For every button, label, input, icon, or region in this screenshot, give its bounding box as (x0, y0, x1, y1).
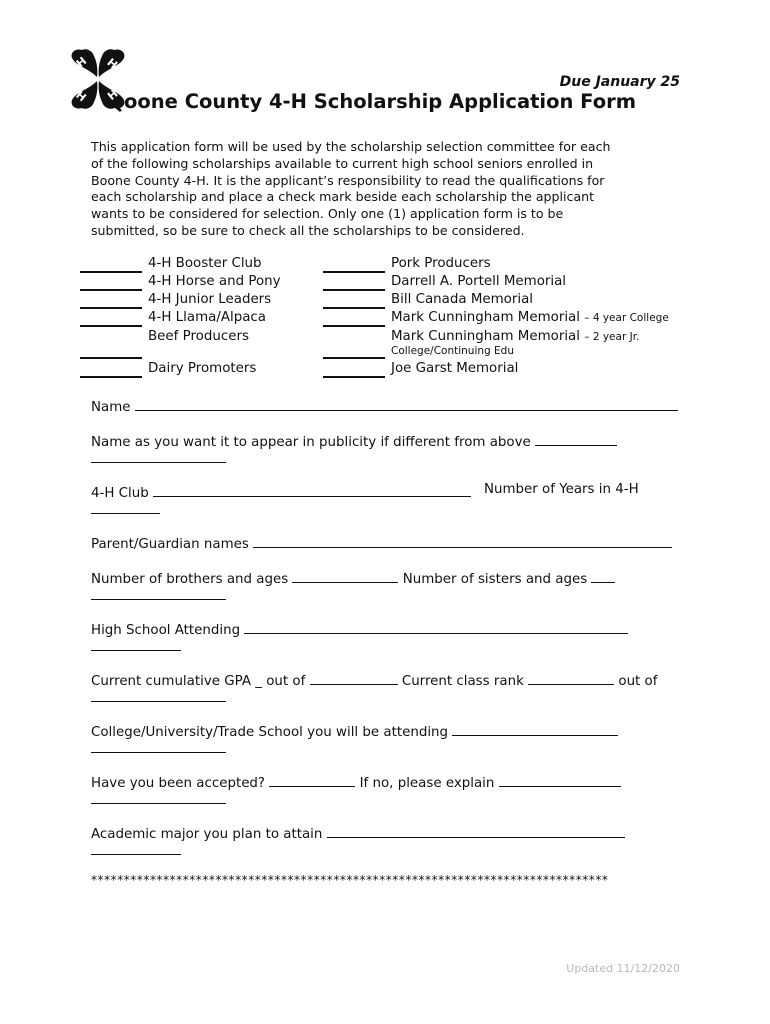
checkbox-dairy-promoters[interactable] (80, 376, 142, 378)
years-field (484, 482, 639, 497)
name-input[interactable] (135, 396, 678, 411)
intro-line: of the following scholarships available to current high school seniors enrolled in (91, 155, 594, 171)
scholarship-label: Dairy Promoters (148, 361, 257, 376)
intro-paragraph (91, 139, 681, 240)
svg-text:H: H (73, 54, 90, 71)
class-rank-out-of-input[interactable] (91, 687, 226, 702)
checkbox-beef-producers[interactable] (80, 357, 142, 359)
scholarship-label: Pork Producers (391, 256, 491, 271)
publicity-input-continued[interactable] (91, 448, 226, 463)
checkbox-horse-pony[interactable] (80, 289, 142, 291)
svg-text:H: H (73, 88, 89, 105)
svg-text:H: H (105, 87, 121, 103)
brothers-label: Number of brothers and ages (91, 572, 289, 587)
scholarship-name: Mark Cunningham Memorial (391, 310, 580, 325)
scholarship-note: College/Continuing Edu (391, 345, 514, 357)
checkbox-cunningham-2yr[interactable] (323, 357, 385, 359)
publicity-input[interactable] (535, 431, 617, 446)
years-label: Number of Years in 4-H (484, 482, 639, 497)
name-field (91, 396, 678, 415)
years-input[interactable] (91, 499, 160, 514)
intro-line: Boone County 4-H. It is the applicant’s responsibility to read the qualifications for (91, 172, 605, 188)
scholarship-label: Darrell A. Portell Memorial (391, 274, 567, 289)
sisters-input[interactable] (591, 568, 615, 583)
high-school-input-continued[interactable] (91, 636, 181, 651)
gpa-label: Current cumulative GPA _ (91, 674, 262, 689)
college-input-continued[interactable] (91, 738, 226, 753)
gpa-out-of-input[interactable] (310, 670, 398, 685)
high-school-input[interactable] (244, 619, 628, 634)
explain-label: If no, please explain (359, 776, 495, 791)
scholarship-note: – 2 year Jr. (584, 331, 640, 343)
parents-field (91, 533, 672, 552)
club-input[interactable] (153, 482, 471, 497)
parents-input[interactable] (253, 533, 672, 548)
scholarship-label: 4-H Llama/Alpaca (148, 310, 266, 325)
accepted-input[interactable] (269, 772, 355, 787)
scholarship-name: Mark Cunningham Memorial (391, 329, 580, 344)
intro-line: wants to be considered for selection. Only one (1) application form is to be (91, 206, 564, 222)
intro-line: each scholarship and place a check mark beside each scholarship the applicant (91, 189, 595, 205)
sisters-label: Number of sisters and ages (402, 572, 588, 587)
college-label: College/University/Trade School you will be attending (91, 725, 449, 740)
intro-line: submitted, so be sure to check all the scholarships to be considered. (91, 222, 525, 238)
parents-label: Parent/Guardian names (91, 537, 249, 552)
class-rank-label: Current class rank (401, 674, 524, 689)
due-date: Due January 25 (559, 74, 680, 90)
checkbox-cunningham-4yr[interactable] (323, 325, 385, 327)
checkbox-garst-memorial[interactable] (323, 376, 385, 378)
high-school-label: High School Attending (91, 623, 241, 638)
checkbox-pork-producers[interactable] (323, 271, 385, 273)
class-rank-input[interactable] (528, 670, 614, 685)
explain-input-continued[interactable] (91, 789, 226, 804)
scholarship-label: Beef Producers (148, 329, 249, 344)
four-h-clover-logo-icon (64, 46, 130, 112)
scholarship-label: 4-H Horse and Pony (148, 274, 281, 289)
form-title: oone County 4-H Scholarship Application Form (124, 90, 637, 113)
checkbox-portell-memorial[interactable] (323, 289, 385, 291)
scholarship-label (391, 328, 639, 346)
major-label: Academic major you plan to attain (91, 827, 323, 842)
intro-line: This application form will be used by the scholarship selection committee for each (91, 139, 611, 154)
scholarship-label: Joe Garst Memorial (391, 361, 519, 376)
updated-date: Updated 11/12/2020 (566, 962, 680, 975)
publicity-label: Name as you want it to appear in publicity if different from above (91, 435, 531, 450)
scholarship-note: – 4 year College (584, 312, 669, 324)
checkbox-booster-club[interactable] (80, 271, 142, 273)
accepted-label: Have you been accepted? (91, 776, 266, 791)
checkbox-canada-memorial[interactable] (323, 307, 385, 309)
scholarship-label: 4-H Booster Club (148, 256, 262, 271)
scholarship-label: Bill Canada Memorial (391, 292, 533, 307)
out-of-label: out of (266, 674, 306, 689)
brothers-input[interactable] (292, 568, 398, 583)
scholarship-label: 4-H Junior Leaders (148, 292, 272, 307)
section-divider: ******************************************************************************* (91, 873, 609, 887)
checkbox-junior-leaders[interactable] (80, 307, 142, 309)
scholarship-label (391, 309, 669, 327)
sisters-input-continued[interactable] (91, 585, 226, 600)
svg-text:H: H (104, 55, 120, 72)
major-input[interactable] (327, 823, 625, 838)
club-label: 4-H Club (91, 486, 149, 501)
out-of-label: out of (618, 674, 658, 689)
major-input-continued[interactable] (91, 840, 181, 855)
explain-input[interactable] (499, 772, 621, 787)
checkbox-llama-alpaca[interactable] (80, 325, 142, 327)
name-label: Name (91, 400, 131, 415)
college-input[interactable] (452, 721, 618, 736)
